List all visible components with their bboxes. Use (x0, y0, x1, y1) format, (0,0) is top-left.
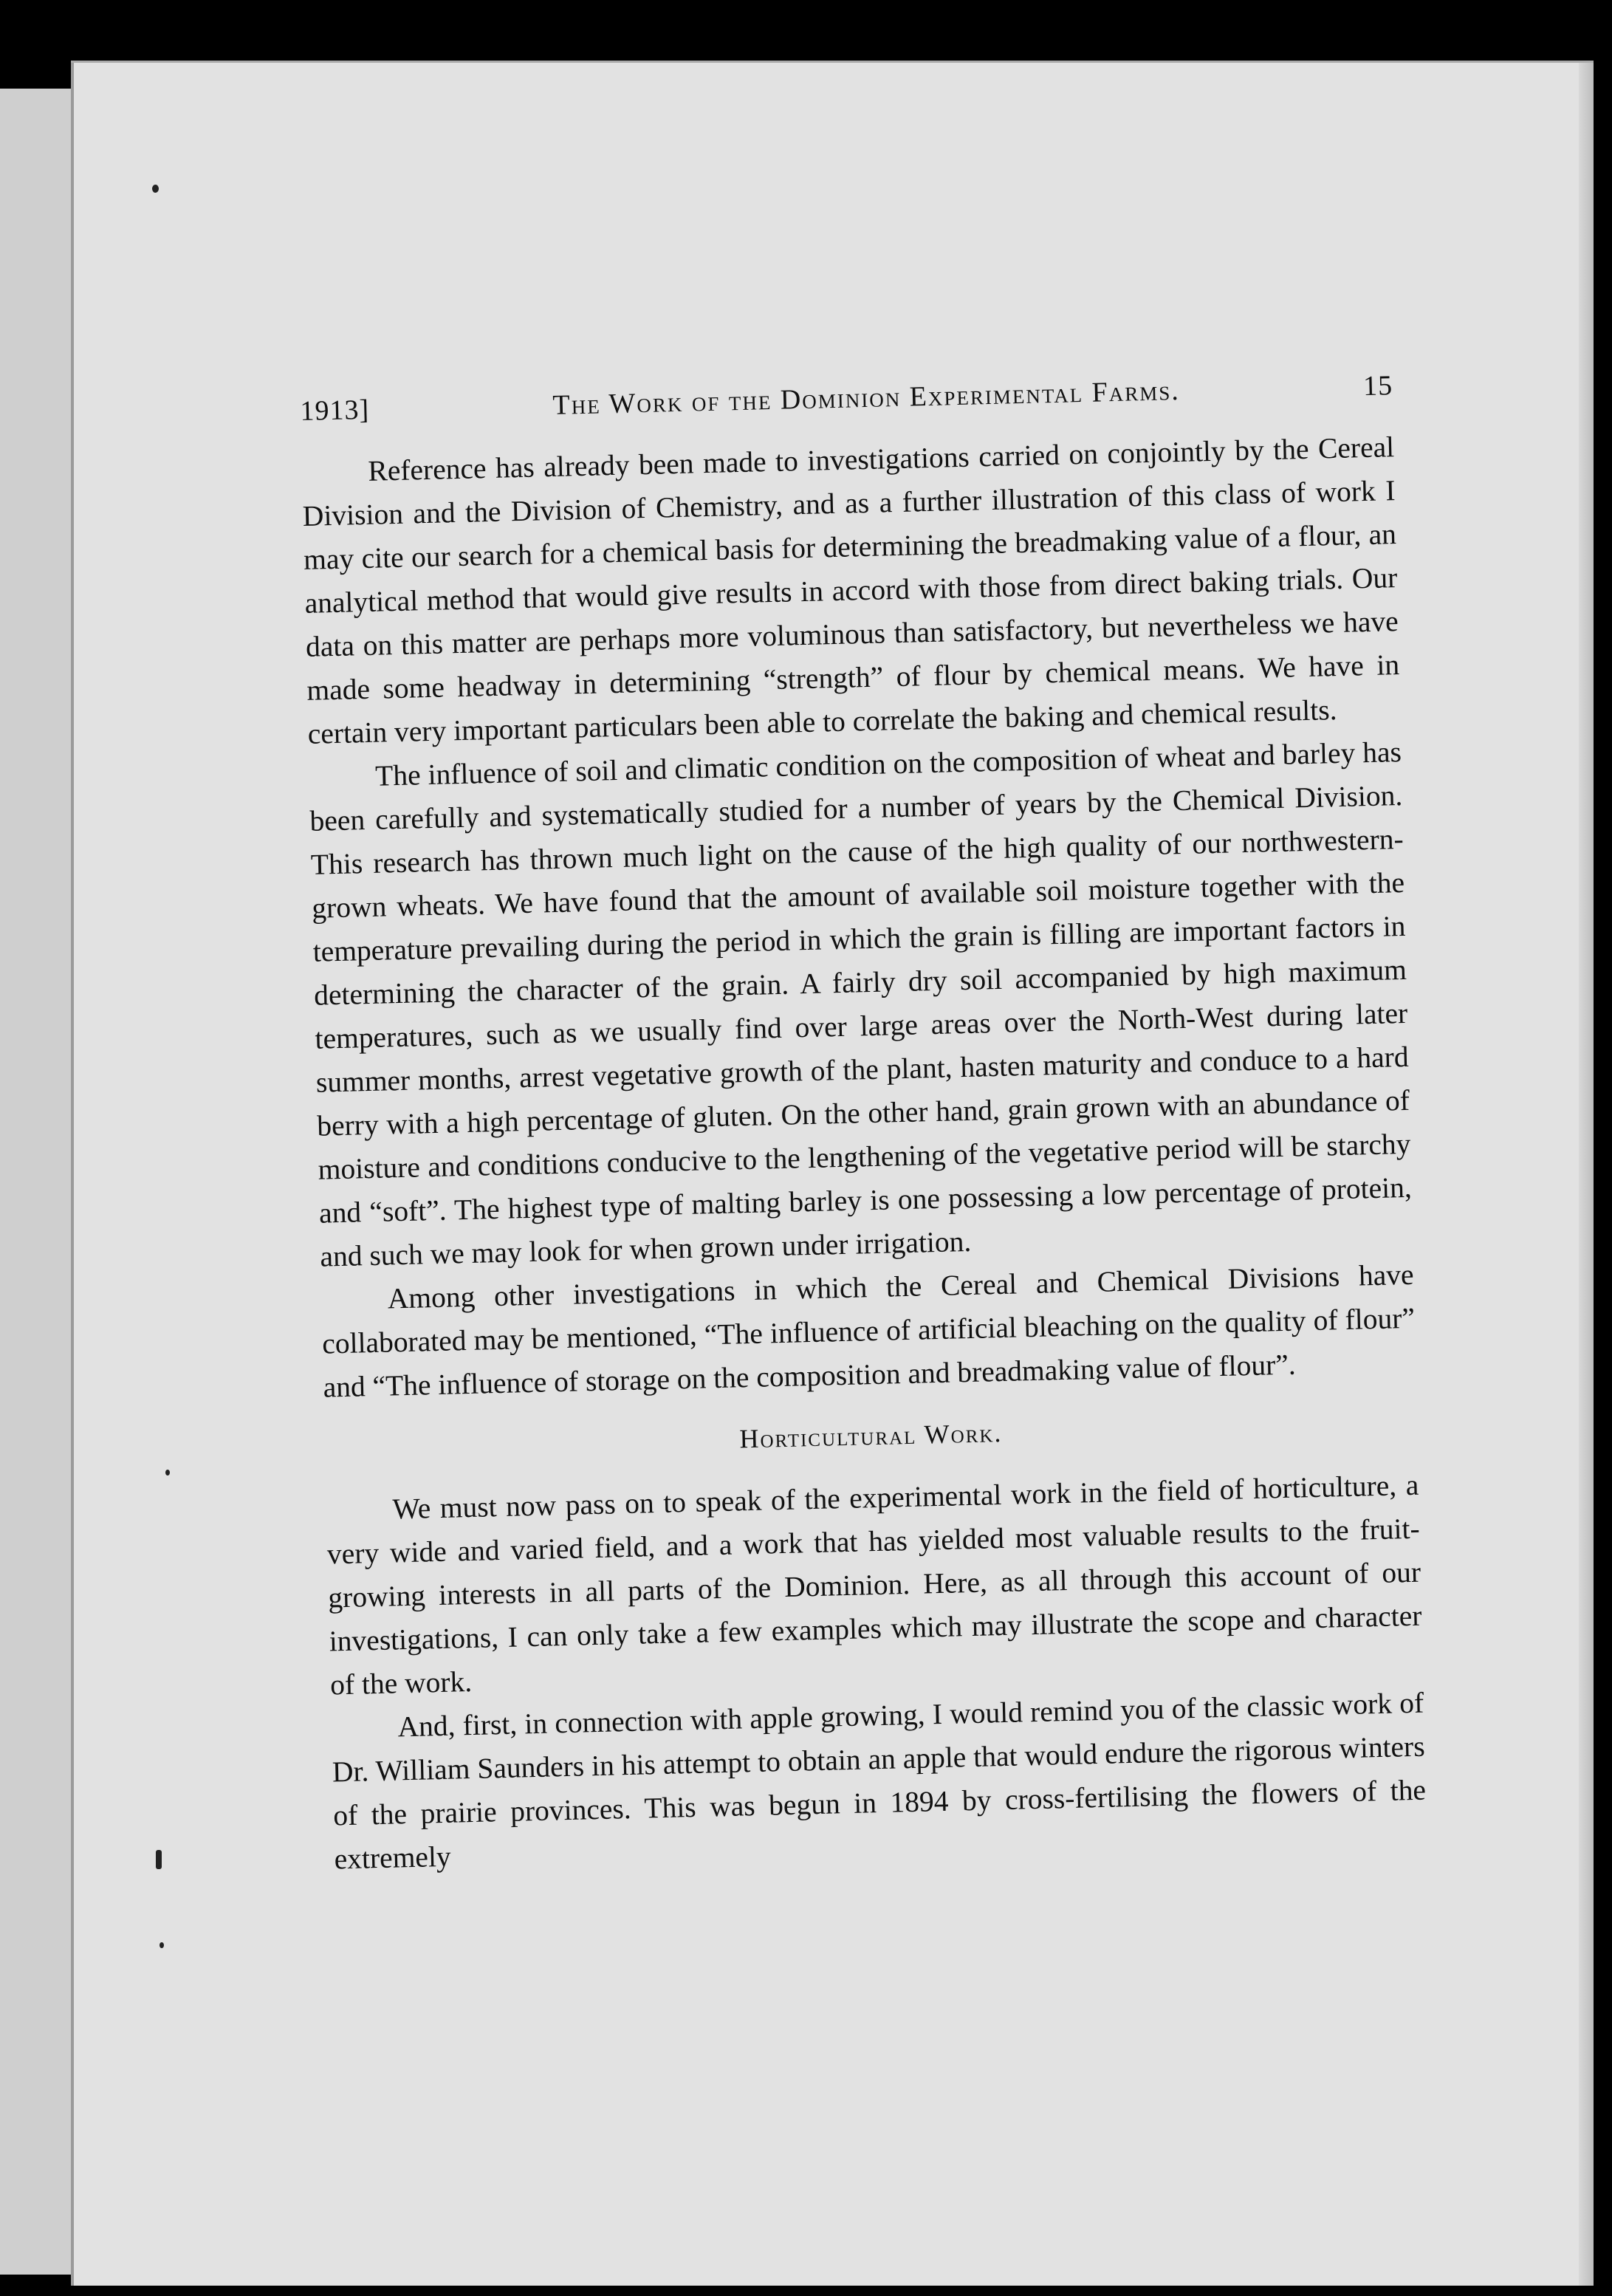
facing-page-edge (0, 89, 73, 2275)
running-head (300, 369, 1393, 428)
book-page (71, 61, 1594, 2286)
page-number: 15 (1362, 370, 1393, 402)
paragraph: The influence of soil and climatic condition on the composition of wheat and barley has been carefully and systematically studied for a number of years by the Chemical Division. This research has thrown much light on the cause of the high quality of our northwestern-grown wheats. We have found that the amount of available soil moisture together with the temperature prevailing during the period in which the grain is filling are important factors in determining the character of the grain. A fairly dry soil accompanied by high maximum temperatures, such as we usually find over large areas over the North-West during later summer months, arrest vegetative growth of the plant, hasten maturity and conduce to a hard berry with a high percentage of gluten. On the other hand, grain grown with an abundance of moisture and conditions conducive to the lengthening of the vegetative period will be starchy and “soft”. The highest type of malting barley is one possessing a low percentage of protein, and such we may look for when grown under irrigation. (309, 735, 1413, 1273)
speck-mark (152, 185, 159, 193)
running-head-title: The Work of the Dominion Experimental Farms. (552, 374, 1181, 421)
running-head-year: 1913] (300, 394, 370, 427)
paragraph: Among other investigations in which the Cereal and Chemical Divisions have collaborated may be mentioned, “The influence of artificial bleaching on the quality of flour” and “The influence of storage on the composition and breadmaking value of flour”. (321, 1258, 1416, 1404)
speck-mark (160, 1942, 164, 1948)
paragraph: And, first, in connection with apple growing, I would remind you of the classic work of Dr. William Saunders in his attempt to obtain an apple that would endure the rigorous winters of the prairie provinces. This was begun in 1894 by cross-fertilising the flowers of the extremely (332, 1686, 1427, 1876)
section-heading: Horticultural Work. (739, 1417, 1003, 1454)
paragraph: Reference has already been made to investigations carried on conjointly by the Cereal Division and the Division of Chemistry, and as a further illustration of this class of work I may cite our search for a chemical basis for determining the breadmaking value of a flour, an analytical method that would give results in accord with those from direct baking trials. Our data on this matter are perhaps more voluminous than satisfactory, but nevertheless we have made some headway in determining “strength” of flour by chemical means. We have in certain very important particulars been able to correlate the baking and chemical results. (302, 431, 1400, 750)
paragraph: We must now pass on to speak of the experimental work in the field of horticulture, a very wide and varied field, and a work that has yielded most valuable results to the fruit-growing interests in all parts of the Dominion. Here, as all through this account of our investigations, I can only take a few examples which may illustrate the scope and character of the work. (326, 1468, 1422, 1702)
page-edge-shadow (1579, 63, 1594, 2286)
speck-mark (165, 1470, 170, 1476)
page-text (300, 369, 1427, 1881)
speck-mark (156, 1850, 162, 1869)
